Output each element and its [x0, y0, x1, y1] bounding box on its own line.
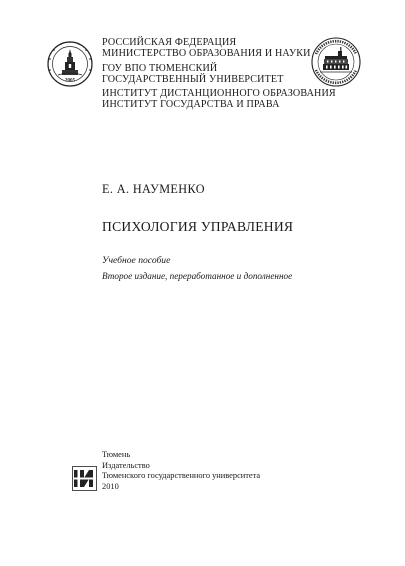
publisher-logo-icon [72, 466, 97, 491]
emblem-year: 2005 [64, 77, 76, 84]
institution-header [102, 37, 336, 111]
publisher-line-1: Издательство [102, 460, 150, 470]
edition-note: Второе издание, переработанное и дополненное [102, 271, 293, 281]
header-line-law-institute: ИНСТИТУТ ГОСУДАРСТВА И ПРАВА [102, 99, 280, 111]
book-title: ПСИХОЛОГИЯ УПРАВЛЕНИЯ [102, 219, 294, 234]
header-line-university-2: ГОСУДАРСТВЕННЫЙ УНИВЕРСИТЕТ [102, 73, 284, 85]
university-emblem-icon [46, 37, 94, 93]
distance-institute-emblem-icon [310, 36, 362, 88]
book-subtitle: Учебное пособие [102, 255, 171, 266]
header-line-federation: РОССИЙСКАЯ ФЕДЕРАЦИЯ [102, 37, 237, 48]
publisher-info [102, 450, 260, 492]
publisher-line-2: Тюменского государственного университета [102, 471, 261, 481]
publication-year: 2010 [102, 481, 119, 491]
author-name: Е. А. НАУМЕНКО [102, 182, 205, 196]
header-line-ministry: МИНИСТЕРСТВО ОБРАЗОВАНИЯ И НАУКИ [102, 48, 311, 60]
publisher-city: Тюмень [102, 450, 131, 459]
header-line-university-1: ГОУ ВПО ТЮМЕНСКИЙ [102, 62, 218, 74]
header-line-distance-institute: ИНСТИТУТ ДИСТАНЦИОННОГО ОБРАЗОВАНИЯ [102, 88, 336, 100]
